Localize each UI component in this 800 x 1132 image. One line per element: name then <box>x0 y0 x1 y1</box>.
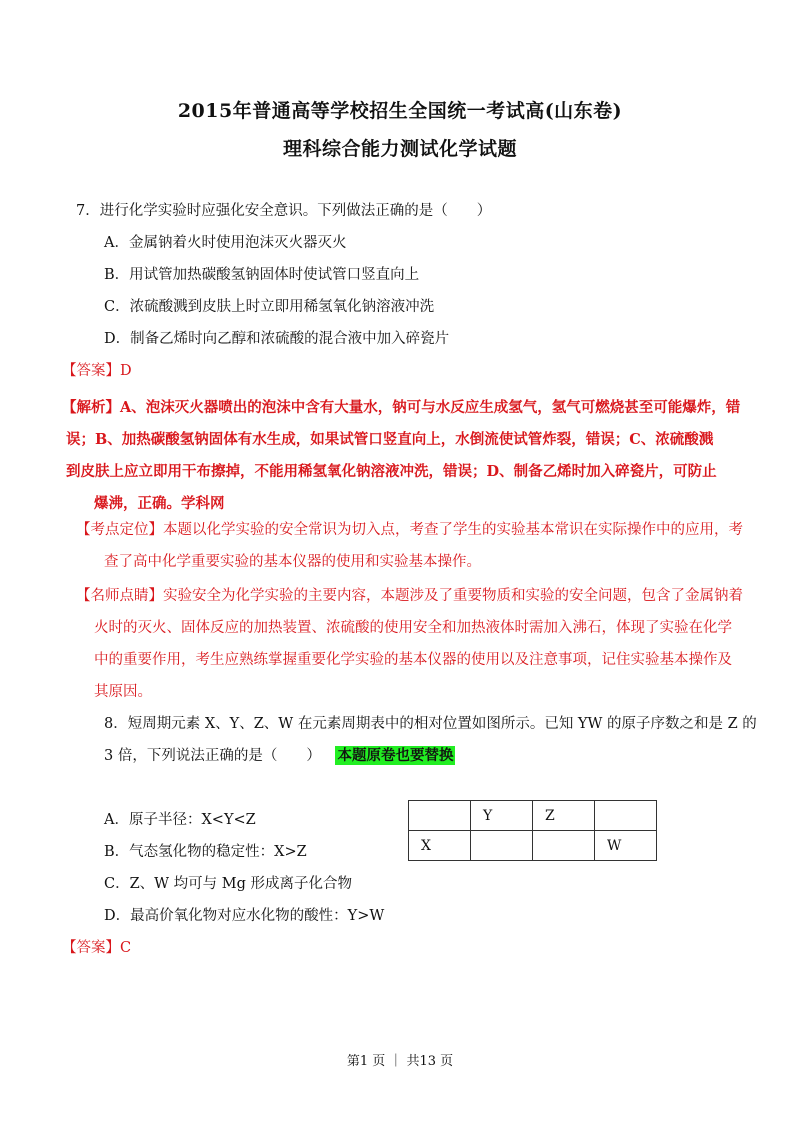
table-cell: W <box>595 831 657 861</box>
table-cell <box>471 831 533 861</box>
q7-option-d: D．制备乙烯时向乙醇和浓硫酸的混合液中加入碎瓷片 <box>104 331 450 347</box>
q7-mingshi-line3: 中的重要作用，考生应熟练掌握重要化学实验的基本仪器的使用以及注意事项，记住实验基本操作及 <box>94 652 732 668</box>
q7-kaodian-line1 <box>76 520 743 540</box>
table-cell: Y <box>471 801 533 831</box>
q7-option-c: C．浓硫酸溅到皮肤上时立即用稀氢氧化钠溶液冲洗 <box>104 299 435 315</box>
q8-stem-text: 3 倍，下列说法正确的是（ ） <box>104 748 321 764</box>
answer-value: D <box>120 363 132 379</box>
table-cell <box>595 801 657 831</box>
page-title-line2: 理科综合能力测试化学试题 <box>282 138 517 160</box>
q7-kaodian-line2: 查了高中化学重要实验的基本仪器的使用和实验基本操作。 <box>104 554 481 570</box>
q7-analysis-line2: 误；B、加热碳酸氢钠固体有水生成，如果试管口竖直向上，水倒流使试管炸裂，错误；C、浓硫酸溅 <box>66 431 714 448</box>
q7-analysis-line1 <box>62 396 740 417</box>
q8-option-b: B．气态氢化物的稳定性：X>Z <box>104 844 307 860</box>
answer-tag: 【答案】 <box>62 363 120 379</box>
q7-analysis-line4: 爆沸，正确。学科网 <box>94 495 225 512</box>
analysis-text: A、泡沫灭火器喷出的泡沫中含有大量水，钠可与水反应生成氢气，氢气可燃烧甚至可能爆炸，错 <box>120 399 741 416</box>
mingshi-text: 实验安全为化学实验的主要内容，本题涉及了重要物质和实验的安全问题，包含了金属钠着 <box>163 588 743 604</box>
analysis-tag: 【解析】 <box>62 399 120 416</box>
q8-stem-line1: 8．短周期元素 X、Y、Z、W 在元素周期表中的相对位置如图所示。已知 YW 的原子序数之和是 Z 的 <box>104 716 757 732</box>
table-cell: Z <box>533 801 595 831</box>
highlight-note: 本题原卷也要替换 <box>337 747 454 764</box>
table-cell: X <box>409 831 471 861</box>
answer-value: C <box>120 940 132 956</box>
q7-analysis-line3: 到皮肤上应立即用干布擦掉，不能用稀氢氧化钠溶液冲洗，错误；D、制备乙烯时加入碎瓷片，可防止 <box>66 463 717 480</box>
answer-tag: 【答案】 <box>62 940 120 956</box>
q8-answer <box>62 938 131 958</box>
q8-option-d: D．最高价氧化物对应水化物的酸性：Y>W <box>104 908 385 924</box>
kaodian-tag: 【考点定位】 <box>76 522 163 538</box>
q8-stem-line2 <box>104 746 455 766</box>
page-title-line1: 2015年普通高等学校招生全国统一考试高(山东卷) <box>177 100 623 122</box>
q7-option-b: B．用试管加热碳酸氢钠固体时使试管口竖直向上 <box>104 267 420 283</box>
mingshi-tag: 【名师点睛】 <box>76 588 163 604</box>
page-footer: 第1 页 ｜ 共13 页 <box>346 1054 454 1069</box>
table-cell <box>533 831 595 861</box>
q7-option-a: A．金属钠着火时使用泡沫灭火器灭火 <box>104 235 347 251</box>
table-row <box>409 801 657 831</box>
q7-mingshi-line1 <box>76 586 743 606</box>
q7-mingshi-line4: 其原因。 <box>94 684 152 700</box>
q7-answer <box>62 361 132 381</box>
q7-stem: 7．进行化学实验时应强化安全意识。下列做法正确的是（ ） <box>76 203 492 219</box>
q8-option-a: A．原子半径：X<Y<Z <box>104 812 256 828</box>
periodic-table-fragment <box>408 800 657 861</box>
q8-option-c: C．Z、W 均可与 Mg 形成离子化合物 <box>104 876 353 892</box>
table-cell <box>409 801 471 831</box>
kaodian-text: 本题以化学实验的安全常识为切入点，考查了学生的实验基本常识在实际操作中的应用，考 <box>163 522 743 538</box>
table-row <box>409 831 657 861</box>
q7-mingshi-line2: 火时的灭火、固体反应的加热装置、浓硫酸的使用安全和加热液体时需加入沸石，体现了实验在化学 <box>94 620 732 636</box>
